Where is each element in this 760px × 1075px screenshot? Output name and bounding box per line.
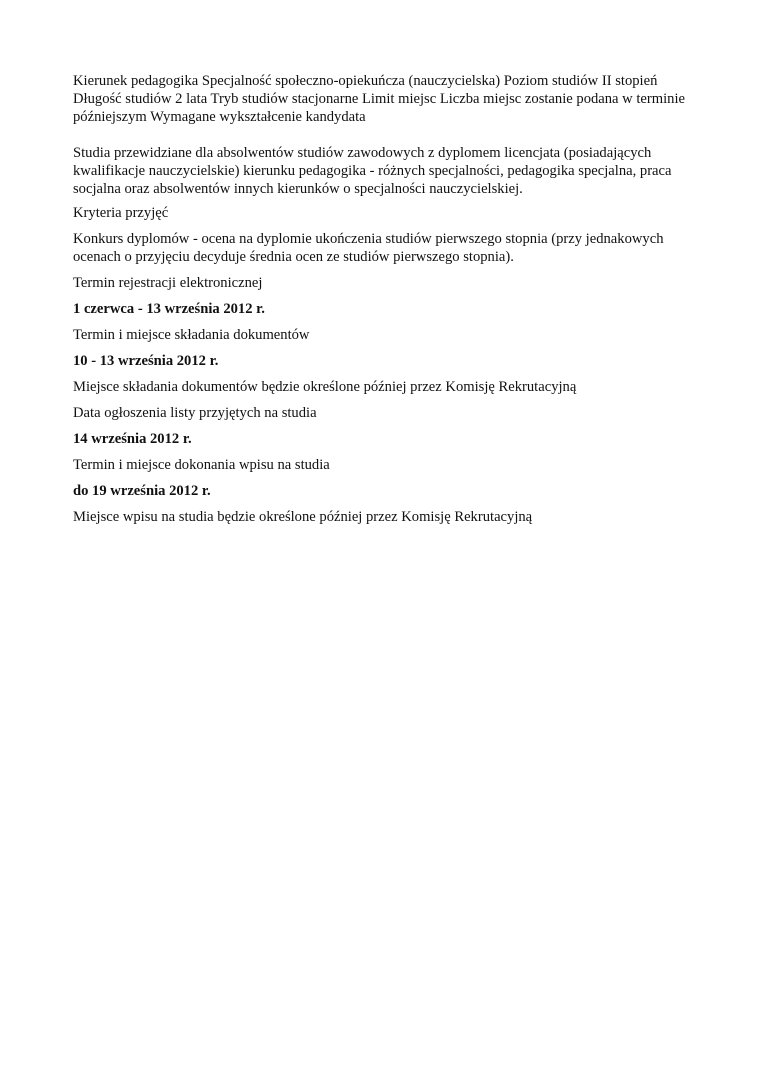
registration-date: 1 czerwca - 13 września 2012 r. bbox=[73, 301, 265, 317]
registration-label: Termin rejestracji elektronicznej bbox=[73, 275, 263, 291]
criteria-heading: Kryteria przyjęć bbox=[73, 205, 169, 221]
eligibility-text: Studia przewidziane dla absolwentów studiów zawodowych z dyplomem licencjata (posiadających kwalifikacje nauczycielskie) kierunku pedagogika - różnych specjalności, pedagogika specjalna, praca socjalna oraz absolwentów innych kierunków o specjalności nauczycielskiej. bbox=[73, 145, 672, 197]
enrollment-label: Termin i miejsce dokonania wpisu na studia bbox=[73, 457, 330, 473]
list-date: 14 września 2012 r. bbox=[73, 431, 192, 447]
documents-date: 10 - 13 września 2012 r. bbox=[73, 353, 219, 369]
enrollment-date: do 19 września 2012 r. bbox=[73, 483, 211, 499]
program-summary: Kierunek pedagogika Specjalność społeczno-opiekuńcza (nauczycielska) Poziom studiów II stopień Długość studiów 2 lata Tryb studiów stacjonarne Limit miejsc Liczba miejsc zostanie podana w terminie późniejszym Wymagane wykształcenie kandydata bbox=[73, 73, 685, 125]
document-body bbox=[73, 72, 693, 534]
documents-label: Termin i miejsce składania dokumentów bbox=[73, 327, 310, 343]
criteria-text: Konkurs dyplomów - ocena na dyplomie ukończenia studiów pierwszego stopnia (przy jednakowych ocenach o przyjęciu decyduje średnia ocen ze studiów pierwszego stopnia). bbox=[73, 231, 664, 265]
list-label: Data ogłoszenia listy przyjętych na studia bbox=[73, 405, 317, 421]
documents-place: Miejsce składania dokumentów będzie określone później przez Komisję Rekrutacyjną bbox=[73, 379, 577, 395]
enrollment-place: Miejsce wpisu na studia będzie określone później przez Komisję Rekrutacyjną bbox=[73, 509, 533, 525]
